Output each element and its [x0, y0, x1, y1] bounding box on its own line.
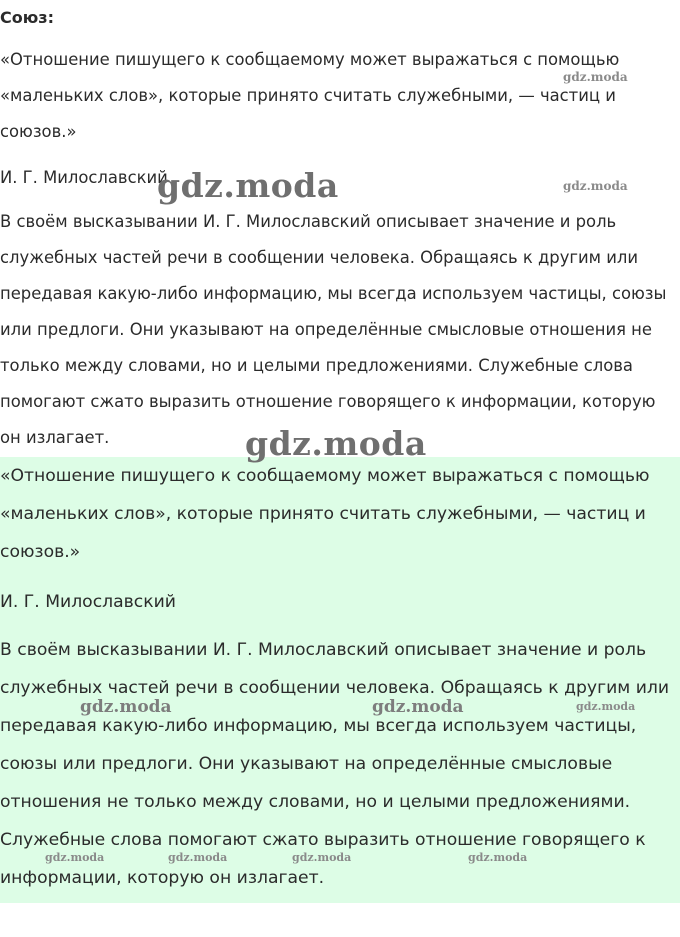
- watermark: gdz.moda: [292, 851, 352, 864]
- watermark: gdz.moda: [80, 697, 172, 717]
- answer-quote-text: «Отношение пишущего к сообщаемому может выражаться с помощью «маленьких слов», которые принято считать служебными, — частиц и союзов.»: [0, 466, 650, 562]
- answer-essay-text: В своём высказывании И. Г. Милославский описывает значение и роль служебных частей речи в сообщении человека. Обращаясь к другим или передавая какую-либо информацию, мы всегда используем частицы, союзы или предлоги. Они указывают на определённые смысловые отношения не только между словами, но и целыми предложениями. Служебные слова помогают сжато выразить отношение говорящего к информации, которую он излагает.: [0, 640, 670, 888]
- watermark: gdz.moda: [168, 851, 228, 864]
- quote-author: И. Г. Милославский: [0, 168, 168, 187]
- watermark: gdz.moda: [563, 179, 628, 193]
- watermark: gdz.moda: [157, 166, 339, 205]
- section-label: Союз:: [0, 8, 54, 27]
- watermark: gdz.moda: [468, 851, 528, 864]
- answer-panel: [0, 457, 680, 903]
- answer-quote-author: И. Г. Милославский: [0, 592, 176, 612]
- watermark: gdz.moda: [563, 70, 628, 84]
- watermark: gdz.moda: [245, 424, 427, 463]
- essay-text: В своём высказывании И. Г. Милославский описывает значение и роль служебных частей речи в сообщении человека. Обращаясь к другим или передавая какую-либо информацию, мы всегда используем частицы, союзы или предлоги. Они указывают на определённые смысловые отношения не только между словами, но и целыми предложениями. Служебные слова помогают сжато выразить отношение говорящего к информации, которую он излагает.: [0, 212, 667, 447]
- watermark: gdz.moda: [372, 697, 464, 717]
- watermark: gdz.moda: [576, 700, 636, 713]
- watermark: gdz.moda: [45, 851, 105, 864]
- quote-text: «Отношение пишущего к сообщаемому может выражаться с помощью «маленьких слов», которые принято считать служебными, — частиц и союзов.»: [0, 50, 620, 141]
